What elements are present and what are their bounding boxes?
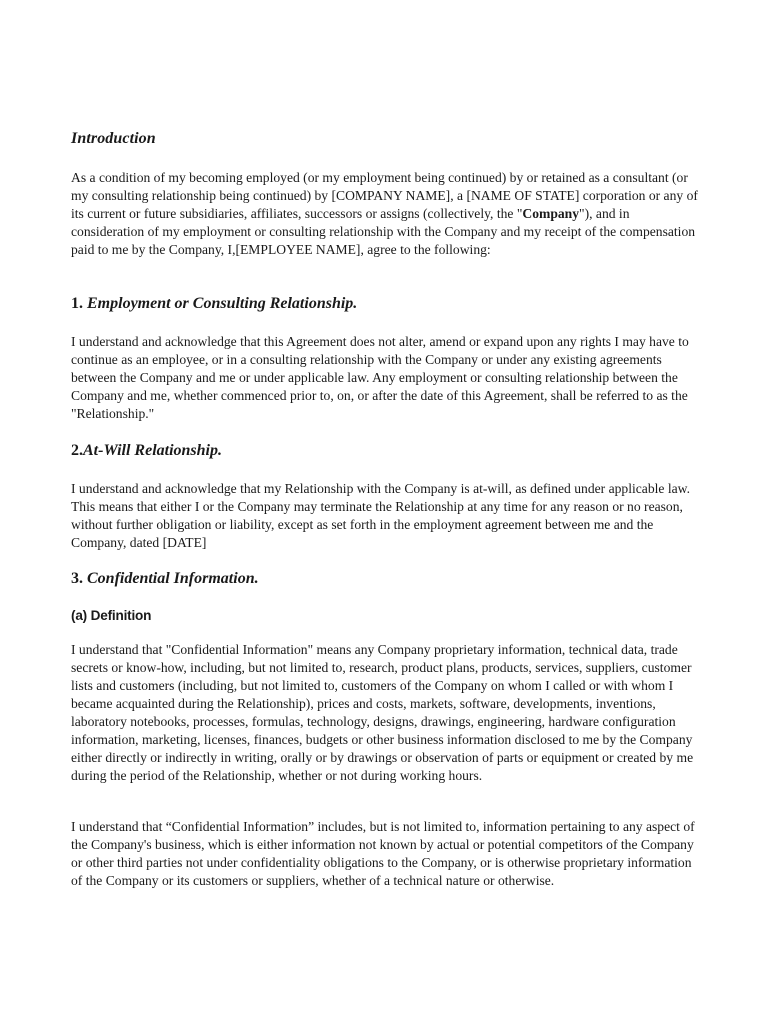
section-2-heading [71,442,222,460]
introduction-heading: Introduction [71,130,156,147]
definition-subheading: (a) Definition [71,608,152,623]
section-2-number: 2. [71,442,83,459]
introduction-paragraph [71,169,699,259]
section-3-heading [71,570,259,588]
introduction-text-before: As a condition of my becoming employed (or my employment being continued) by or retained as a consultant (or my consulting relationship being continued) by [COMPANY NAME], a [NAME OF STATE] corporation or any of its current or future subsidiaries, affiliates, successors or assigns (collectively, the " [71,170,698,221]
section-3-paragraph-1: I understand that "Confidential Information" means any Company proprietary information, technical data, trade secrets or know-how, including, but not limited to, research, product plans, products, services, suppliers, customer lists and customers (including, but not limited to, customers of the Company on whom I called or with whom I became acquainted during the Relationship), prices and costs, markets, software, developments, inventions, laboratory notebooks, processes, formulas, technology, designs, drawings, engineering, hardware configuration information, marketing, licenses, finances, budgets or other business information disclosed to me by the Company either directly or indirectly in writing, orally or by drawings or observation of parts or equipment or created by me during the period of the Relationship, whether or not during working hours. [71,642,694,783]
section-1-paragraph: I understand and acknowledge that this Agreement does not alter, amend or expand upon any rights I may have to continue as an employee, or in a consulting relationship with the Company or under any existing agreements between the Company and me or under applicable law. Any employment or consulting relationship between the Company and me, whether commenced prior to, on, or after the date of this Agreement, shall be referred to as the "Relationship." [71,334,689,421]
company-term: Company [522,206,580,221]
section-2-paragraph: I understand and acknowledge that my Relationship with the Company is at-will, as defined under applicable law. This means that either I or the Company may terminate the Relationship at any time for any reason or no reason, without further obligation or liability, except as set forth in the employment agreement between me and the Company, dated [DATE] [71,481,690,550]
section-3-title: Confidential Information. [87,570,259,587]
introduction-text-after: "), and in consideration of my employment or consulting relationship with the Company and my receipt of the compensation paid to me by the Company, I,[EMPLOYEE NAME], agree to the following: [71,206,696,257]
section-1-heading [71,295,357,313]
section-3-number: 3. [71,570,83,587]
section-2-title: At-Will Relationship. [83,442,222,459]
section-3-paragraph-2: I understand that “Confidential Information” includes, but is not limited to, information pertaining to any aspect of the Company's business, which is either information not known by actual or potential competitors of the Company or other third parties not under confidentiality obligations to the Company, or is otherwise proprietary information of the Company or its customers or suppliers, whether of a technical nature or otherwise. [71,819,695,888]
section-1-title: Employment or Consulting Relationship. [87,295,358,312]
section-1-number: 1. [71,295,83,312]
